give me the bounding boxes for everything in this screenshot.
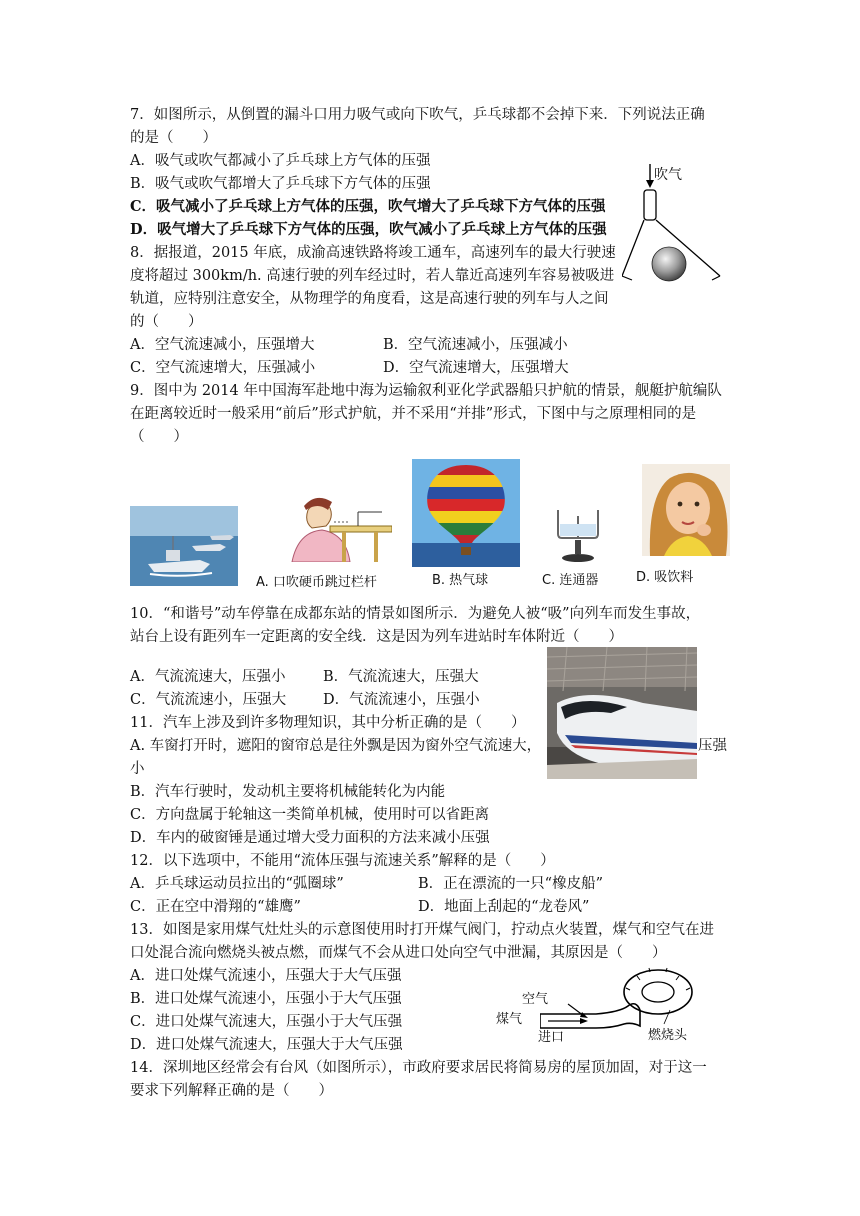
q12-option-a: A．乒乓球运动员拉出的“弧圈球” [130, 876, 344, 892]
q7-option-d: D．吸气增大了乒乓球下方气体的压强，吹气减小了乒乓球上方气体的压强 [130, 221, 607, 238]
q9-stem-line3: （ ） [130, 429, 188, 445]
q11-option-a: A. 车窗打开时，遮阳的窗帘总是往外飘是因为窗外空气流速大， [130, 738, 542, 754]
girl-drinking-photo [642, 464, 730, 556]
q11-option-b: B．汽车行驶时，发动机主要将机械能转化为内能 [130, 784, 446, 800]
q13-stem-line1: 13．如图是家用煤气灶灶头的示意图使用时打开煤气阀门，拧动点火装置，煤气和空气在进 [130, 922, 714, 938]
q13-option-c: C．进口处煤气流速大，压强小于大气压强 [130, 1014, 403, 1030]
q11-option-a-cont: 压强 [698, 738, 727, 754]
q10-option-c: C．气流流速小，压强大 [130, 692, 287, 708]
connected-vessels-figure [552, 506, 604, 564]
q13-option-a: A．进口处煤气流速小，压强大于大气压强 [130, 968, 402, 984]
q10-stem-line2: 站台上设有距列车一定距离的安全线．这是因为列车进站时车体附近（ ） [130, 629, 623, 645]
q14-stem-line1: 14．深圳地区经常会有台风（如图所示），市政府要求居民将简易房的屋顶加固，对于这一 [130, 1060, 707, 1076]
q10-option-b: B．气流流速大，压强大 [323, 669, 479, 685]
q14-stem-line2: 要求下列解释正确的是（ ） [130, 1083, 333, 1099]
hot-air-balloon-photo [412, 459, 520, 567]
q11-option-c: C．方向盘属于轮轴这一类简单机械，使用时可以省距离 [130, 807, 490, 823]
q11-option-a-end: 小 [130, 761, 145, 777]
q8-stem-line1: 8．据报道，2015 年底，成渝高速铁路将竣工通车，高速列车的最大行驶速 [130, 245, 616, 261]
q7-option-c: C．吸气减小了乒乓球上方气体的压强，吹气增大了乒乓球下方气体的压强 [130, 198, 606, 215]
q10-option-a: A．气流流速大，压强小 [130, 669, 286, 685]
caption-a: A. 口吹硬币跳过栏杆 [256, 575, 377, 590]
blow-label: 吹气 [654, 167, 682, 183]
q8-stem-line4: 的（ ） [130, 314, 203, 330]
q8-stem-line2: 度将超过 300km/h. 高速行驶的列车经过时，若人靠近高速列车容易被吸进 [130, 268, 615, 284]
high-speed-train-photo [547, 647, 697, 779]
caption-d: D. 吸饮料 [636, 570, 694, 585]
q11-option-d: D．车内的破窗锤是通过增大受力面积的方法来减小压强 [130, 830, 490, 846]
label-air: 空气 [522, 992, 549, 1007]
q13-option-d: D．进口处煤气流速大，压强大于大气压强 [130, 1037, 403, 1053]
q8-option-b: B．空气流速减小，压强减小 [383, 337, 568, 353]
q8-option-d: D．空气流速增大，压强增大 [383, 360, 569, 376]
q13-option-b: B．进口处煤气流速小，压强小于大气压强 [130, 991, 402, 1007]
q8-option-a: A．空气流速减小，压强增大 [130, 337, 315, 353]
q7-option-b: B．吸气或吹气都增大了乒乓球下方气体的压强 [130, 176, 431, 192]
gas-burner-diagram [540, 966, 720, 1046]
q9-stem-line2: 在距离较近时一般采用“前后”形式护航，并不采用“并排”形式，下图中与之原理相同的是 [130, 406, 697, 422]
q9-stem-line1: 9．图中为 2014 年中国海军赴地中海为运输叙利亚化学武器船只护航的情景，舰艇护航编队 [130, 383, 722, 399]
q12-option-c: C．正在空中滑翔的“雄鹰” [130, 899, 301, 915]
q7-stem-line2: 的是（ ） [130, 130, 217, 146]
label-gas: 煤气 [496, 1012, 523, 1027]
label-burner: 燃烧头 [648, 1028, 688, 1043]
q10-stem-line1: 10．“和谐号”动车停靠在成都东站的情景如图所示．为避免人被“吸”向列车而发生事故， [130, 606, 701, 622]
q7-option-a: A．吸气或吹气都减小了乒乓球上方气体的压强 [130, 153, 431, 169]
warships-photo [130, 506, 238, 586]
q10-option-d: D．气流流速小，压强小 [323, 692, 480, 708]
q8-stem-line3: 轨道，应特别注意安全，从物理学的角度看，这是高速行驶的列车与人之间 [130, 291, 609, 307]
q12-option-b: B．正在漂流的一只“橡皮船” [418, 876, 603, 892]
caption-b: B. 热气球 [432, 573, 489, 588]
q7-stem-line1: 7．如图所示，从倒置的漏斗口用力吸气或向下吹气，乒乓球都不会掉下来．下列说法正确 [130, 107, 705, 123]
q12-stem: 12．以下选项中，不能用“流体压强与流速关系”解释的是（ ） [130, 853, 555, 869]
q8-option-c: C．空气流速增大，压强减小 [130, 360, 316, 376]
blow-coin-figure [282, 492, 392, 562]
q13-stem-line2: 口处混合流向燃烧头被点燃，而煤气不会从进口处向空气中泄漏，其原因是（ ） [130, 945, 667, 961]
label-inlet: 进口 [538, 1030, 565, 1045]
q12-option-d: D．地面上刮起的“龙卷风” [418, 899, 590, 915]
q11-stem: 11．汽车上涉及到许多物理知识，其中分析正确的是（ ） [130, 715, 526, 731]
caption-c: C. 连通器 [542, 573, 599, 588]
